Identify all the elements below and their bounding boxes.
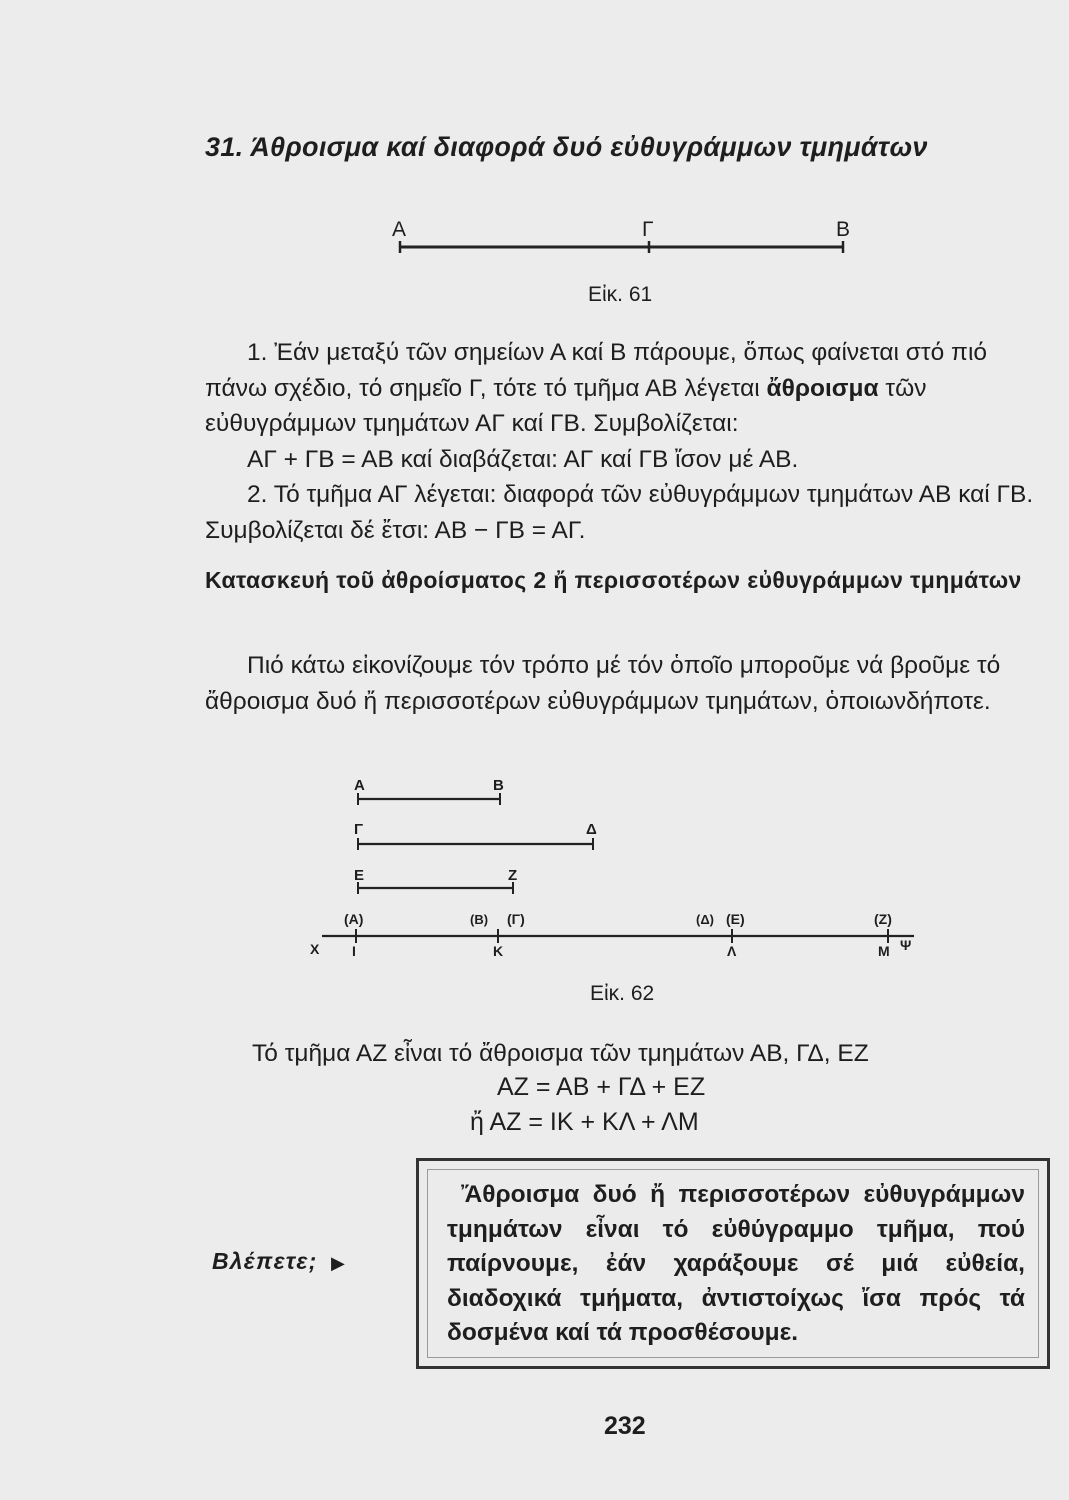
fig62-top-label-g: (Γ) (507, 911, 525, 927)
section-heading: 31. Άθροισμα καί διαφορά δυό εὐθυγράμμων τμημάτων (205, 132, 928, 162)
formula-sum-1: ΑΖ = ΑΒ + ΓΔ + ΕΖ (497, 1073, 706, 1101)
figure-61-caption: Εἰκ. 61 (588, 283, 653, 306)
fig62-bottom-label-i: Ι (352, 943, 356, 959)
formula-sum-2: ἤ ΑΖ = ΙΚ + ΚΛ + ΛΜ (470, 1108, 699, 1136)
fig61-label-b: Β (836, 218, 851, 241)
fig62-top-label-e: (Ε) (726, 911, 745, 927)
fig62-seg1-end: Β (493, 777, 504, 794)
fig62-bottom-label-psi: Ψ (900, 937, 912, 953)
fig62-seg3-end: Ζ (508, 867, 518, 884)
fig62-top-label-d: (Δ) (696, 912, 715, 927)
paragraph-1-rest: τῶν εὐθυγράμμων τμημάτων ΑΓ καί ΓΒ. Συμβολίζεται: (205, 374, 927, 437)
construction-heading: Κατασκευή τοῦ ἀθροίσματος 2 ἤ περισσοτέρων εὐθυγράμμων τμημάτων (205, 567, 1022, 593)
figure-62-caption: Εἰκ. 62 (590, 982, 655, 1005)
fig61-label-a: Α (392, 218, 407, 241)
pointer-arrow-icon: ▶ (331, 1253, 347, 1273)
fig62-seg2-start: Γ (354, 821, 364, 838)
fig62-seg1-start: Α (354, 777, 365, 794)
see-label-text: Βλέπετε; (212, 1248, 318, 1274)
term-sum: ἄθροισμα (766, 374, 879, 402)
fig61-label-g: Γ (642, 218, 654, 241)
see-label (212, 1248, 346, 1275)
figure-62 (300, 770, 940, 970)
fig62-bottom-label-k: Κ (493, 943, 504, 959)
paragraph-3-text: Πιό κάτω εἰκονίζουμε τόν τρόπο μέ τόν ὁποῖο μποροῦμε νά βροῦμε τό ἄθροισμα δυό ἤ περισσοτέρων εὐθυγράμμων τμημάτων, ὁποιωνδήποτε. (205, 652, 1001, 715)
definition-text-body: Ἄθροισμα δυό ἤ περισσοτέρων εὐθυγράμμων τμημάτων εἶναι τό εὐθύγραμμο τμῆμα, πού παίρνουμε, ἐάν χαράξουμε σέ μιά εὐθεία, διαδοχικά τμήματα, ἀντιστοίχως ἴσα πρός τά δοσμένα καί τά προσθέσουμε. (447, 1181, 1025, 1346)
fig62-bottom-label-x: Χ (310, 941, 320, 957)
fig62-top-label-b: (Β) (470, 912, 489, 927)
fig62-top-label-z: (Ζ) (874, 911, 892, 927)
conclusion-sentence: Τό τμῆμα ΑΖ εἶναι τό ἄθροισμα τῶν τμημάτων ΑΒ, ΓΔ, ΕΖ (252, 1040, 869, 1067)
definition-text (447, 1178, 1025, 1351)
paragraph-2 (205, 477, 1055, 548)
fig62-bottom-label-m: Μ (878, 943, 890, 959)
paragraph-1-formula: ΑΓ + ΓΒ = ΑΒ καί διαβάζεται: ΑΓ καί ΓΒ ἴσον μέ ΑΒ. (247, 445, 799, 473)
fig62-top-label-a: (Α) (344, 911, 364, 927)
page-number: 232 (604, 1412, 646, 1440)
fig62-seg2-end: Δ (586, 821, 597, 838)
fig62-bottom-label-l: Λ (727, 943, 737, 959)
paragraph-3 (205, 648, 1055, 719)
paragraph-2-text: 2. Τό τμῆμα ΑΓ λέγεται: διαφορά τῶν εὐθυγράμμων τμημάτων ΑΒ καί ΓΒ. Συμβολίζεται δέ ἔτσι: ΑΒ − ΓΒ = ΑΓ. (205, 481, 1034, 544)
paragraph-1-intro: 1. Ἐάν μεταξύ τῶν σημείων Α καί Β πάρουμε, ὅπως φαίνεται στό πιό πάνω σχέδιο, τό σημεῖο Γ, τότε τό τμῆμα ΑΒ λέγεται (205, 339, 988, 402)
paragraph-1 (205, 335, 1055, 477)
fig62-seg3-start: Ε (354, 867, 365, 884)
figure-61 (380, 210, 880, 270)
